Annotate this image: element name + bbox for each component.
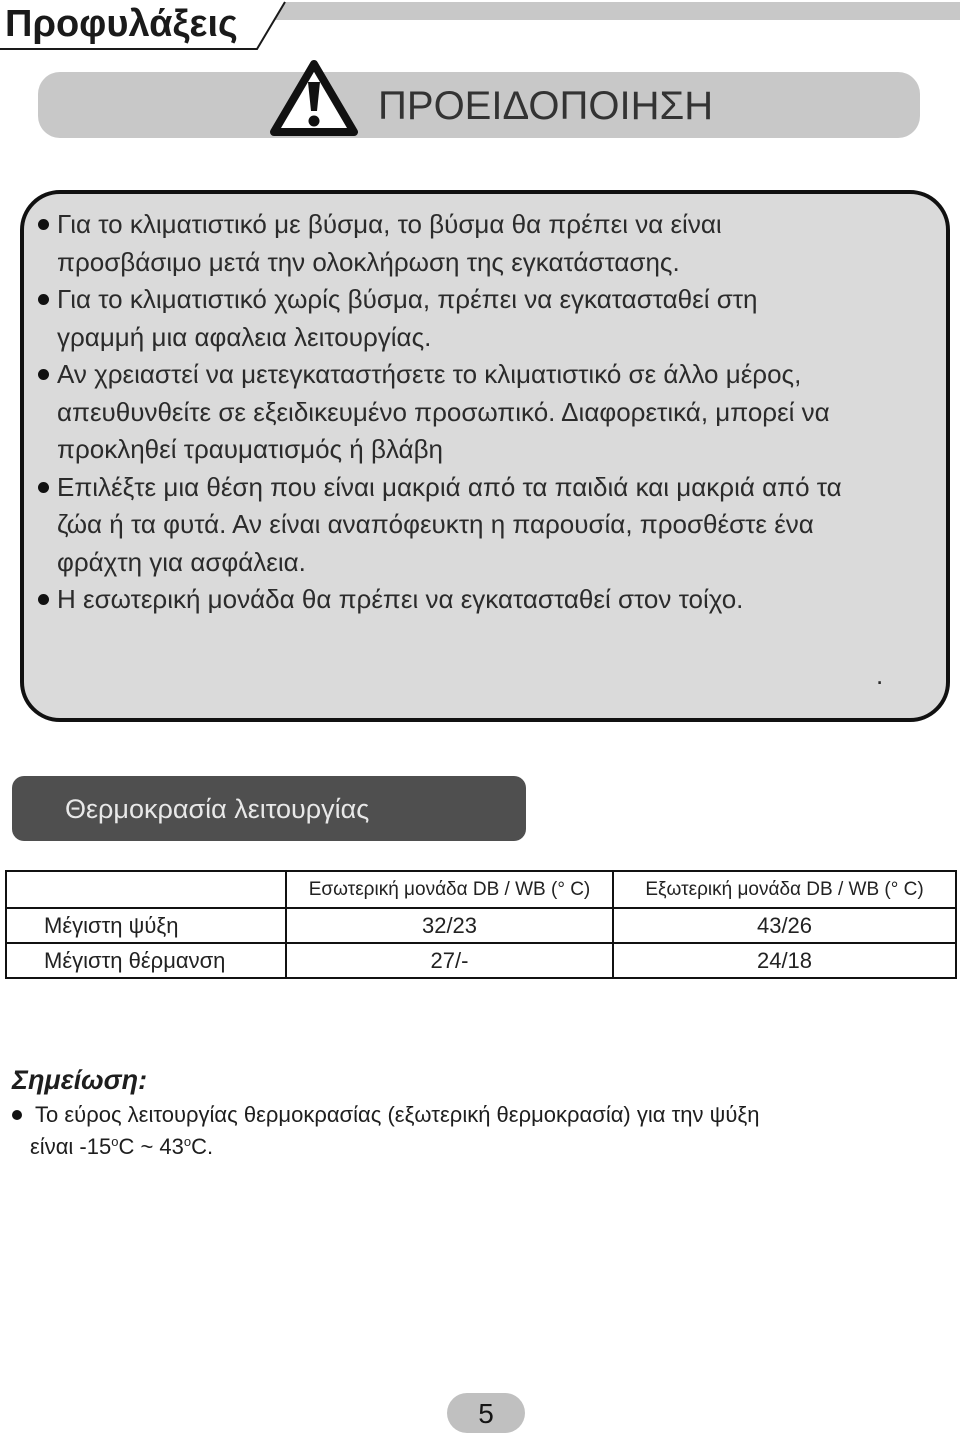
note-text-line: Το εύρος λειτουργίας θερμοκρασίας (εξωτερική θερμοκρασία) για την ψύξη xyxy=(35,1102,760,1127)
table-cell: 32/23 xyxy=(286,908,613,943)
list-item-line: ζώα ή τα φυτά. Αν είναι αναπόφευκτη η παρουσία, προσθέστε ένα xyxy=(57,509,814,539)
table-cell: Μέγιστη θέρμανση xyxy=(6,943,286,978)
list-item-line: φράχτη για ασφάλεια. xyxy=(57,546,306,577)
trailing-mark: . xyxy=(876,660,884,690)
table-cell: 43/26 xyxy=(613,908,956,943)
table-cell: 24/18 xyxy=(613,943,956,978)
list-item-line: Για το κλιματιστικό χωρίς βύσμα, πρέπει να εγκατασταθεί στη xyxy=(57,284,758,314)
list-item xyxy=(38,356,938,469)
page-number: 5 xyxy=(478,1398,494,1429)
list-item-line: απευθυνθείτε σε εξειδικευμένο προσωπικό. Διαφορετικά, μπορεί να xyxy=(57,396,830,427)
warning-triangle-icon xyxy=(268,58,360,138)
list-item-line: προσβάσιμο μετά την ολοκλήρωση της εγκατάστασης. xyxy=(57,246,680,277)
table-row xyxy=(6,943,956,978)
table-cell: Μέγιστη ψύξη xyxy=(6,908,286,943)
table-header-cell xyxy=(6,871,286,908)
operating-temperature-table xyxy=(5,870,957,979)
list-item xyxy=(38,281,938,356)
bullet-icon xyxy=(38,482,49,493)
degree-mark: o xyxy=(111,1134,119,1149)
note-text-part: είναι -15 xyxy=(30,1134,112,1159)
list-item xyxy=(38,469,938,582)
list-item xyxy=(38,581,938,619)
note-text-line xyxy=(30,1131,213,1163)
list-item-line: Επιλέξτε μια θέση που είναι μακριά από τα παιδιά και μακριά από τα xyxy=(57,471,842,502)
warning-heading: ΠΡΟΕΙΔΟΠΟΙΗΣΗ xyxy=(378,84,714,128)
note-heading: Σημείωση: xyxy=(12,1065,148,1095)
table-header-row xyxy=(6,871,956,908)
note-text-part: C ~ 43 xyxy=(118,1134,184,1159)
warning-list xyxy=(38,206,938,619)
bullet-icon xyxy=(38,294,49,305)
list-item xyxy=(38,206,938,281)
bullet-icon xyxy=(38,594,49,605)
list-item-line: προκληθεί τραυματισμός ή βλάβη xyxy=(57,434,444,464)
table-row xyxy=(6,908,956,943)
bullet-icon xyxy=(12,1110,22,1120)
note-text-part: C. xyxy=(191,1134,214,1159)
table-header-cell: Εσωτερική μονάδα DB / WB (° C) xyxy=(286,871,613,908)
table-header-cell: Εξωτερική μονάδα DB / WB (° C) xyxy=(613,871,956,908)
list-item-line: γραμμή μια αφαλεια λειτουργίας. xyxy=(57,321,432,352)
list-item-line: Για το κλιματιστικό με βύσμα, το βύσμα θα πρέπει να είναι xyxy=(57,209,722,239)
table-cell: 27/- xyxy=(286,943,613,978)
bullet-icon xyxy=(38,369,49,380)
list-item-line: Αν χρειαστεί να μετεγκαταστήσετε το κλιματιστικό σε άλλο μέρος, xyxy=(57,359,802,389)
bullet-icon xyxy=(38,219,49,230)
degree-mark: o xyxy=(183,1134,192,1149)
page-title: Προφυλάξεις xyxy=(5,3,238,45)
list-item-line: Η εσωτερική μονάδα θα πρέπει να εγκατασταθεί στον τοίχο. xyxy=(57,584,744,614)
section-heading: Θερμοκρασία λειτουργίας xyxy=(65,794,370,824)
